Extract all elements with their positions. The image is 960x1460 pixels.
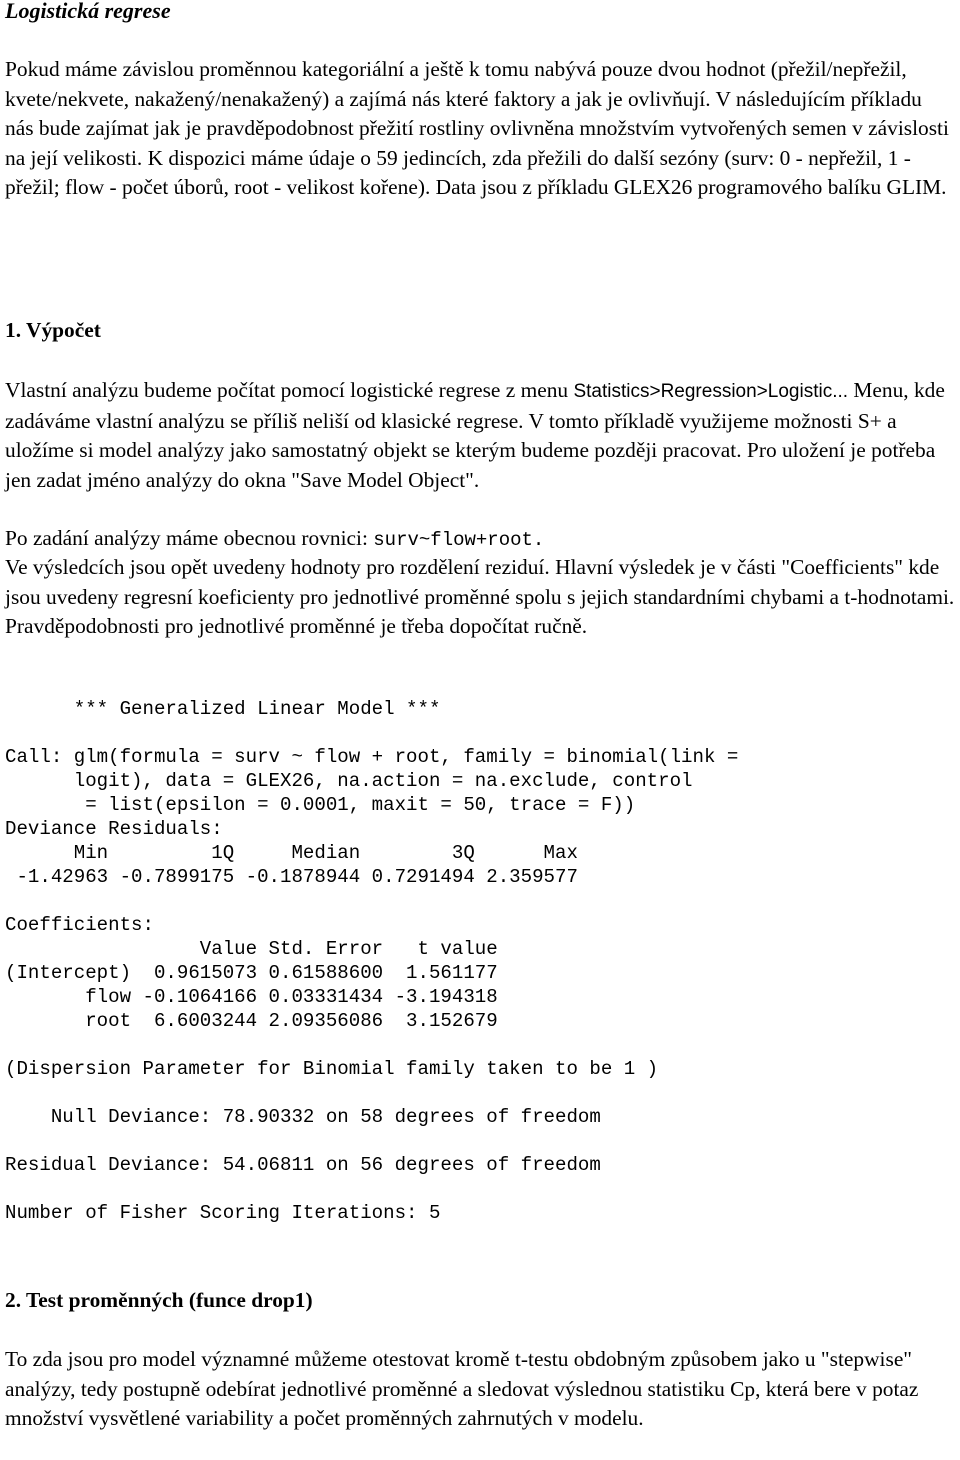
intro-paragraph: Pokud máme závislou proměnnou kategoriální a ještě k tomu nabývá pouze dvou hodnot (přežil/nepřežil, kvete/nekvete, nakažený/nenakažený) a zajímá nás které faktory a jak je ovlivňují. V následujícím příkladu nás bude zajímat jak je pravděpodobnost přežití rostliny ovlivněna množstvím vytvořených semen v závislosti na její velikosti. K dispozici máme údaje o 59 jedincích, zda přežili do další sezóny (surv: 0 - nepřežil, 1 - přežil; flow - počet úborů, root - velikost kořene). Data jsou z příkladu GLEX26 programového balíku GLIM. <box>5 57 949 199</box>
output-line <box>5 1177 738 1201</box>
section-2-heading: 2. Test proměnných (funce drop1) <box>5 1288 313 1312</box>
section-1-paragraph-3: Ve výsledcích jsou opět uvedeny hodnoty pro rozdělení reziduí. Hlavní výsledek je v části "Coefficients" kde jsou uvedeny regresní koeficienty pro jednotlivé proměnné spolu s jejich standardními chybami a t-hodnotami. Pravděpodobnosti pro jednotlivé proměnné je třeba dopočítat ručně. <box>5 555 955 638</box>
output-line: Coefficients: <box>5 914 154 936</box>
menu-path: Statistics>Regression>Logistic... <box>573 381 849 402</box>
output-line: Number of Fisher Scoring Iterations: 5 <box>5 1202 441 1224</box>
output-line: Deviance Residuals: <box>5 818 223 840</box>
output-line: Residual Deviance: 54.06811 on 56 degrees of freedom <box>5 1154 601 1176</box>
output-line: -1.42963 -0.7899175 -0.1878944 0.7291494 2.359577 <box>5 866 578 888</box>
page-title: Logistická regrese <box>5 0 171 23</box>
section-1-heading: 1. Výpočet <box>5 318 101 342</box>
output-line: *** Generalized Linear Model *** <box>5 698 441 720</box>
output-line: (Intercept) 0.9615073 0.61588600 1.561177 <box>5 962 498 984</box>
output-line <box>5 1129 738 1153</box>
paragraph-text: Po zadání analýzy máme obecnou rovnici: <box>5 526 374 550</box>
output-line: = list(epsilon = 0.0001, maxit = 50, trace = F)) <box>5 794 636 816</box>
output-line: logit), data = GLEX26, na.action = na.exclude, control <box>5 770 693 792</box>
section-1-paragraph-2 <box>5 524 955 556</box>
output-line <box>5 889 738 913</box>
output-line <box>5 721 738 745</box>
section-1-paragraph-1 <box>5 376 955 495</box>
output-line <box>5 1081 738 1105</box>
output-line: flow -0.1064166 0.03331434 -3.194318 <box>5 986 498 1008</box>
paragraph-text: Menu, kde zadáváme vlastní analýzu se příliš neliší od klasické regrese. V tomto příkladě využijeme možnosti S+ a uložíme si model analýzy jako samostatný objekt se kterým budeme později pracovat. Pro uložení je potřeba jen zadat jméno analýzy do okna "Save Model Object". <box>5 378 945 492</box>
output-line: Value Std. Error t value <box>5 938 498 960</box>
output-line: (Dispersion Parameter for Binomial family taken to be 1 ) <box>5 1058 659 1080</box>
output-line: Call: glm(formula = surv ~ flow + root, family = binomial(link = <box>5 746 739 768</box>
output-line: Min 1Q Median 3Q Max <box>5 842 578 864</box>
section-2-paragraph-1: To zda jsou pro model významné můžeme otestovat kromě t-testu obdobným způsobem jako u "stepwise" analýzy, tedy postupně odebírat jednotlivé proměnné a sledovat výslednou statistiku Cp, která bere v potaz množství vysvětlené variability a počet proměnných zahrnutých v modelu. <box>5 1347 919 1430</box>
paragraph-text: Vlastní analýzu budeme počítat pomocí logistické regrese z menu <box>5 378 574 402</box>
model-formula: surv~flow+root. <box>373 529 545 551</box>
glm-output <box>5 697 738 1225</box>
output-line <box>5 1033 738 1057</box>
output-line: root 6.6003244 2.09356086 3.152679 <box>5 1010 498 1032</box>
output-line: Null Deviance: 78.90332 on 58 degrees of freedom <box>5 1106 601 1128</box>
